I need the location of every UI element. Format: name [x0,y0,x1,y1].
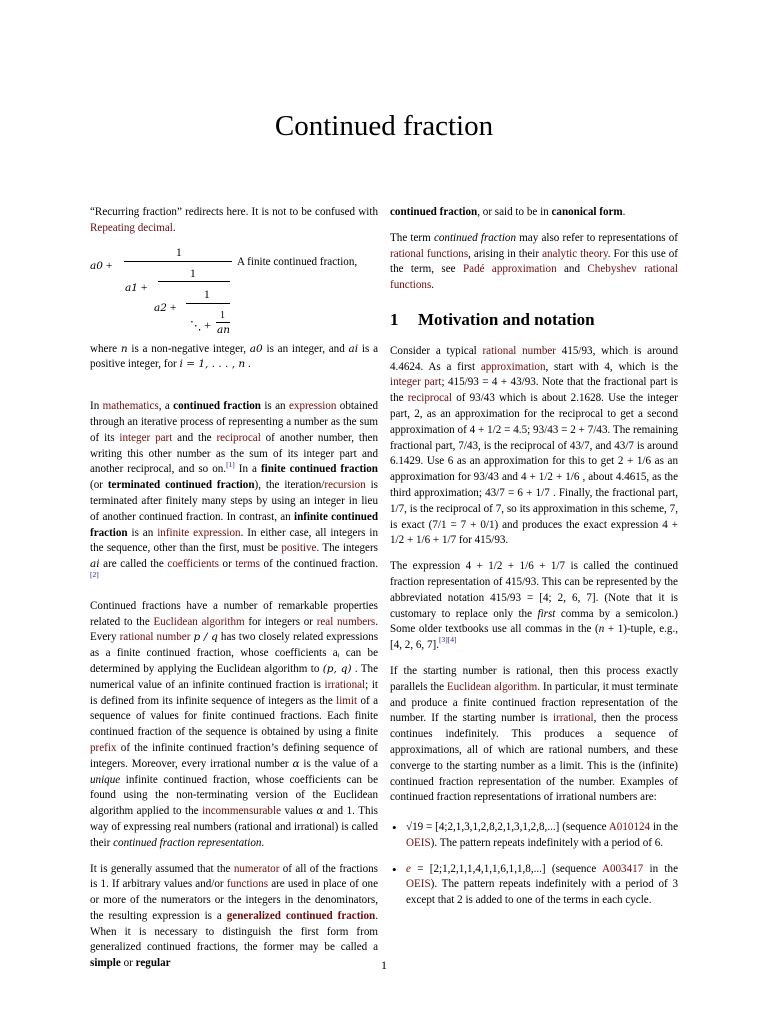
cf-caption: A finite continued fraction, [237,255,358,268]
prefix-link[interactable]: prefix [90,741,117,754]
dots: ⋱ + [190,319,211,332]
term-a0: a0 + [90,259,113,272]
positive-link[interactable]: positive [281,542,317,555]
terms-link[interactable]: terms [235,558,260,571]
list-item: • e = [2;1,2,1,1,4,1,1,6,1,1,8,...] (sequence A003417 in the OEIS). The pattern repeats indefinitely with a period of 3 except that 2 is added to one of the terms in each cycle. [390,862,678,909]
generalized-paragraph: It is generally assumed that the numerator of all of the fractions is 1. If arbitrary values and/or functions are used in place of one or more of the numerators or the integers in the denominators, the resulting expression is a generalized continued fraction. When it is necessary to distinguish the first form from generalized continued fractions, the former may be called a simple or regular [90,862,379,970]
rational-functions-link[interactable]: rational functions [390,247,469,260]
oeis-link-2[interactable]: OEIS [406,878,431,891]
coefficients-link[interactable]: coefficients [167,558,219,571]
generalized-continued-fraction-link[interactable]: generalized continued fraction [226,909,376,922]
pade-approximation-link[interactable]: Padé approximation [462,263,557,276]
properties-paragraph: Continued fractions have a number of remarkable properties related to the Euclidean algorithm for integers or real numbers. Every rational number p / q has two closely related expressions as a finite continued fraction, whose coefficients aᵢ can be determined by applying the Euclidean algorithm to (p, q) . The numerical value of an infinite continued fraction is irrational; it is defined from its infinite sequence of integers as the limit of a sequence of values for finite continued fractions. Each finite continued fraction of the sequence is obtained by using a finite prefix of the infinite continued fraction’s defining sequence of integers. Moreover, every irrational number α is the value of a unique infinite continued fraction, whose coefficients can be found using the non-terminating version of the Euclidean algorithm applied to the incommensurable values α and 1. This way of expressing real numbers (rational and irrational) is called their continued fraction representation. [90,599,379,849]
oeis-a010124-link[interactable]: A010124 [608,821,651,834]
analytic-theory-link[interactable]: analytic theory [542,247,608,260]
rational-number-link[interactable]: rational number [119,631,191,644]
examples-list [390,820,678,909]
functions-link[interactable]: functions [226,878,269,891]
page-title: Continued fraction [274,110,494,142]
section-heading: 1 Motivation and notation [390,309,595,329]
integer-part-link-2[interactable]: integer part [390,376,442,389]
repeating-decimal-link[interactable]: Repeating decimal [90,221,173,234]
intro-paragraph: In mathematics, a continued fraction is an expression obtained through an iterative process of representing a number as the sum of its integer part and the reciprocal of another number, then writing this other number as the sum of its integer part and another reciprocal, and so on.[1] In a finite continued fraction (or terminated continued fraction), the iteration/recursion is terminated after finitely many steps by using an integer in lieu of another continued fraction. In contrast, an infinite continued fraction is an infinite expression. In either case, all integers in the sequence, other than the first, must be positive. The integers ai are called the coefficients or terms of the continued fraction.[2] [90,400,378,580]
continuation-line: continued fraction, or said to be in canonical form. [390,206,626,218]
cite-3-4[interactable]: [3][4] [439,635,457,645]
e-link[interactable]: e [406,862,411,875]
irrational-link[interactable]: irrational [324,678,366,691]
cite-1[interactable]: [1] [226,459,235,469]
term-a2: a2 + [154,301,177,314]
motivation-paragraph: Consider a typical rational number 415/93, which is around 4.4624. As a first approximation, start with 4, which is the integer part; 415/93 = 4 + 43/93. Note that the fractional part is the reciprocal of 93/43 which is about 2.1628. Use the integer part, 2, as an approximation for the reciprocal to get a second approximation of 4 + 1/2 = 4.5; 93/43 = 2 + 7/43. The remaining fractional part, 7/43, is the reciprocal of 43/7, and 43/7 is around 6.1429. Use 6 as an approximation for this to get 2 + 1/6 as an approximation for 93/43 and 4 + 1/2 + 1/6 , about 4.4615, as the third approximation; 43/7 = 6 + 1/7 . Finally, the fractional part, 1/7, is the reciprocal of 7, so its approximation in this scheme, 7, is exact (7/1 = 7 + 0/1) and produces the exact expression 4 + 1/2 + 1/6 + 1/7 for 415/93. [390,344,679,547]
integer-part-link[interactable]: integer part [119,431,173,444]
page-number: 1 [381,958,387,972]
notation-paragraph: The expression 4 + 1/2 + 1/6 + 1/7 is called the continued fraction representation of 415/93. This can be represented by the abbreviated notation 415/93 = [4; 2, 6, 7]. (Note that it is customary to replace only the first comma by a semicolon.) Some older textbooks use all commas in the (n + 1)-tuple, e.g., [4, 2, 6, 7].[3][4] [390,560,678,652]
term-a1: a1 + [125,281,148,294]
recursion-link[interactable]: recursion [324,479,366,492]
numerator-link[interactable]: numerator [233,862,280,875]
real-numbers-link[interactable]: real numbers [316,615,376,628]
euclidean-algorithm-link[interactable]: Euclidean algorithm [153,615,245,628]
mathematics-link[interactable]: mathematics [102,400,159,413]
incommensurable-link[interactable]: incommensurable [202,805,281,818]
expression-link[interactable]: expression [288,400,337,413]
oeis-link[interactable]: OEIS [406,836,431,849]
cite-2[interactable]: [2] [90,570,99,580]
limit-link[interactable]: limit [336,694,358,707]
where-clause: where n is a non-negative integer, a0 is an integer, and ai is a positive integer, for i = 1, . . . , n . [90,342,379,371]
reciprocal-link-2[interactable]: reciprocal [407,392,453,405]
irrational-paragraph: If the starting number is rational, then this process exactly parallels the Euclidean algorithm. In particular, it must terminate and produce a finite continued fraction representation of the number. If the starting number is irrational, then the process continues indefinitely. This produces a sequence of approximations, all of which are rational numbers, and these converge to the starting number as a limit. This is the (infinite) continued fraction representation of the number. Examples of continued fraction representations of irrational numbers are: [390,664,678,804]
chebyshev-link[interactable]: Chebyshev rational functions [390,263,678,292]
list-item: • √19 = [4;2,1,3,1,2,8,2,1,3,1,2,8,...] (sequence A010124 in the OEIS). The pattern repeats indefinitely with a period of 6. [390,820,678,852]
infinite-expression-link[interactable]: infinite expression [157,526,241,539]
irrational-link-2[interactable]: irrational [552,712,594,725]
right-column [390,205,678,919]
left-column [90,205,378,982]
redirect-note: “Recurring fraction” redirects here. It is not to be confused with Repeating decimal. [90,206,378,234]
approximation-link[interactable]: approximation [480,360,546,373]
term-an: an [217,323,231,336]
rational-number-link-2[interactable]: rational number [482,344,557,357]
term-usage-paragraph: The term continued fraction may also refer to representations of rational functions, arising in their analytic theory. For this use of the term, see Padé approximation and Chebyshev rational functions. [390,231,678,292]
euclidean-algorithm-link-2[interactable]: Euclidean algorithm [446,680,538,693]
oeis-a003417-link[interactable]: A003417 [601,862,644,875]
continued-fraction-figure: a0 + 1 A finite continued fraction, a1 + 1 a2 + 1 ⋱ + 1 an [90,247,378,340]
reciprocal-link[interactable]: reciprocal [216,431,261,444]
numerator-1: 1 [176,246,182,259]
